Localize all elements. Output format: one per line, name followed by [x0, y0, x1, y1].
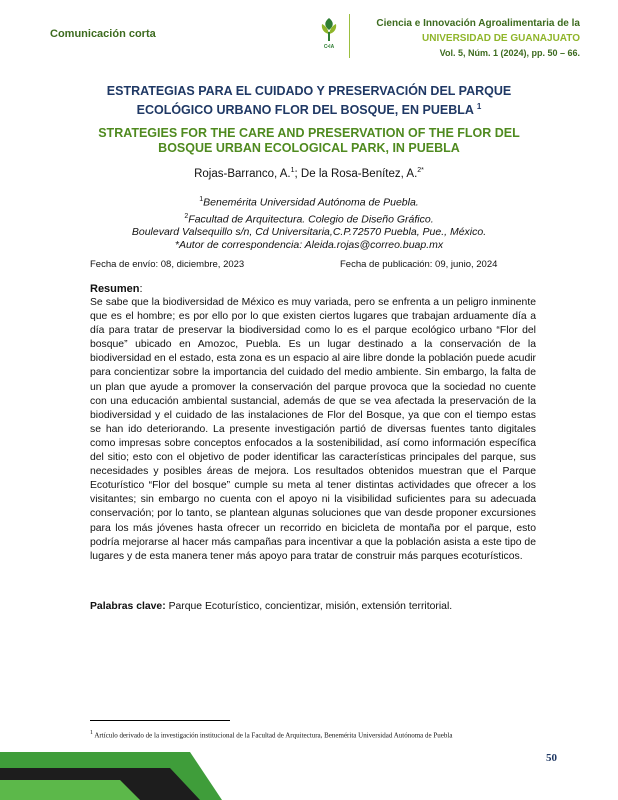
journal-logo-icon: [318, 16, 340, 46]
title-footnote-mark: 1: [476, 102, 482, 111]
affiliation-1-text: Benemérita Universidad Autónoma de Puebla.: [203, 196, 419, 209]
author-1: Rojas-Barranco, A.: [194, 167, 291, 180]
keywords: [90, 601, 536, 612]
correspondence: *Autor de correspondencia: Aleida.rojas@correo.buap.mx: [174, 239, 444, 251]
journal-volume: Vol. 5, Núm. 1 (2024), pp. 50 – 66.: [439, 48, 580, 58]
title-english: STRATEGIES FOR THE CARE AND PRESERVATION OF THE FLOR DEL BOSQUE URBAN ECOLOGICAL PARK, IN PUEBLA: [98, 126, 520, 155]
journal-header: [360, 16, 580, 61]
footer-band: [0, 746, 618, 800]
abstract-body: Se sabe que la biodiversidad de México es muy variada, pero se enfrenta a un peligro inminente que es el hombre; es por ello por lo que existen ciertos lugares que trabajan arduamente día a día para tratar de preservar la biodiversidad como lo es el parque ecológico urbano “Flor del bosque” ubicado en Amozoc, Puebla. Es un lugar destinado a la conservación de la biodiversidad en el estado, esta zona es un espacio al aire libre donde la población puede acudir para concientizar sobre la importancia del cuidado del medio ambiente. Sin embargo, la falta de un plan que ayude a promover la conservación del parque provoca que la sociedad no cuente con una educación ambiental sustancial, además de que se vea afectada la preservación de la biodiversidad y el cuidado de las instalaciones de Flor del Bosque, ya que con el tiempo estas se han ido deteriorando. La presente investigación partió de diversas fuentes tanto digitales como impresas sobre conceptos enfocados a la sostenibilidad, así como información específica del sitio; esto con el objetivo de poder identificar las características principales del parque, sus necesidades y posibles áreas de mejora. Los resultados obtenidos muestran que el Parque Ecoturístico “Flor del bosque” cumple su meta al tener distintas actividades que ofrecer a los visitantes; sin embargo no cuenta con el apoyo ni la visibilidad suficientes para su adecuada conservación; por lo tanto, se plantean algunas soluciones que van desde proponer excursiones para los más jóvenes hasta ofrecer un recorrido en bicicleta de montaña por el parque, esto podría mejorarse al hacer más campañas para incentivar a que la población asista a este tipo de lugares y de esta manera tener más apoyo para tratar de construir más parques ecoturísticos.: [90, 297, 536, 562]
authors: [60, 167, 558, 180]
abstract-heading: [90, 283, 143, 295]
footnote: [90, 730, 560, 739]
title-spanish: [70, 84, 548, 118]
footnote-rule: [90, 720, 230, 721]
abstract-heading-text: Resumen: [90, 283, 140, 295]
affiliations: [60, 193, 558, 252]
date-submitted: Fecha de envío: 08, diciembre, 2023: [90, 259, 245, 270]
affiliation-address: Boulevard Valsequillo s/n, Cd Universitaria,C.P.72570 Puebla, Pue., México.: [131, 226, 487, 238]
affiliation-2-mark: 2: [184, 212, 189, 220]
keywords-text: Parque Ecoturístico, concientizar, misión, extensión territorial.: [165, 601, 453, 612]
author-2: De la Rosa-Benítez, A.: [300, 167, 418, 180]
page-number: 50: [546, 752, 557, 764]
author-2-mark: 2*: [417, 167, 424, 174]
section-tag: Comunicación corta: [50, 28, 156, 40]
affiliation-1: [60, 193, 558, 210]
keywords-label: Palabras clave:: [90, 601, 166, 612]
author-1-mark: 1: [290, 167, 295, 174]
header-divider: [349, 14, 350, 58]
affiliation-2: [60, 210, 558, 227]
author-separator: ;: [294, 167, 301, 180]
footnote-mark: 1: [90, 730, 93, 736]
journal-university: UNIVERSIDAD DE GUANAJUATO: [422, 33, 580, 44]
journal-name: Ciencia e Innovación Agroalimentaria de la: [376, 18, 580, 29]
abstract-heading-colon: :: [139, 283, 143, 295]
affiliation-1-mark: 1: [199, 196, 204, 203]
title-spanish-text: ESTRATEGIAS PARA EL CUIDADO Y PRESERVACIÓN DEL PARQUE ECOLÓGICO URBANO FLOR DEL BOSQUE, EN PUEBLA: [106, 84, 512, 118]
affiliation-2-text: Facultad de Arquitectura. Colegio de Diseño Gráfico.: [188, 213, 434, 225]
footnote-text: Artículo derivado de la investigación institucional de la Facultad de Arquitectura, Benemérita Universidad Autónoma de Puebla: [93, 731, 453, 740]
date-published: Fecha de publicación: 09, junio, 2024: [340, 259, 498, 270]
logo-text: C•IA: [323, 44, 335, 50]
